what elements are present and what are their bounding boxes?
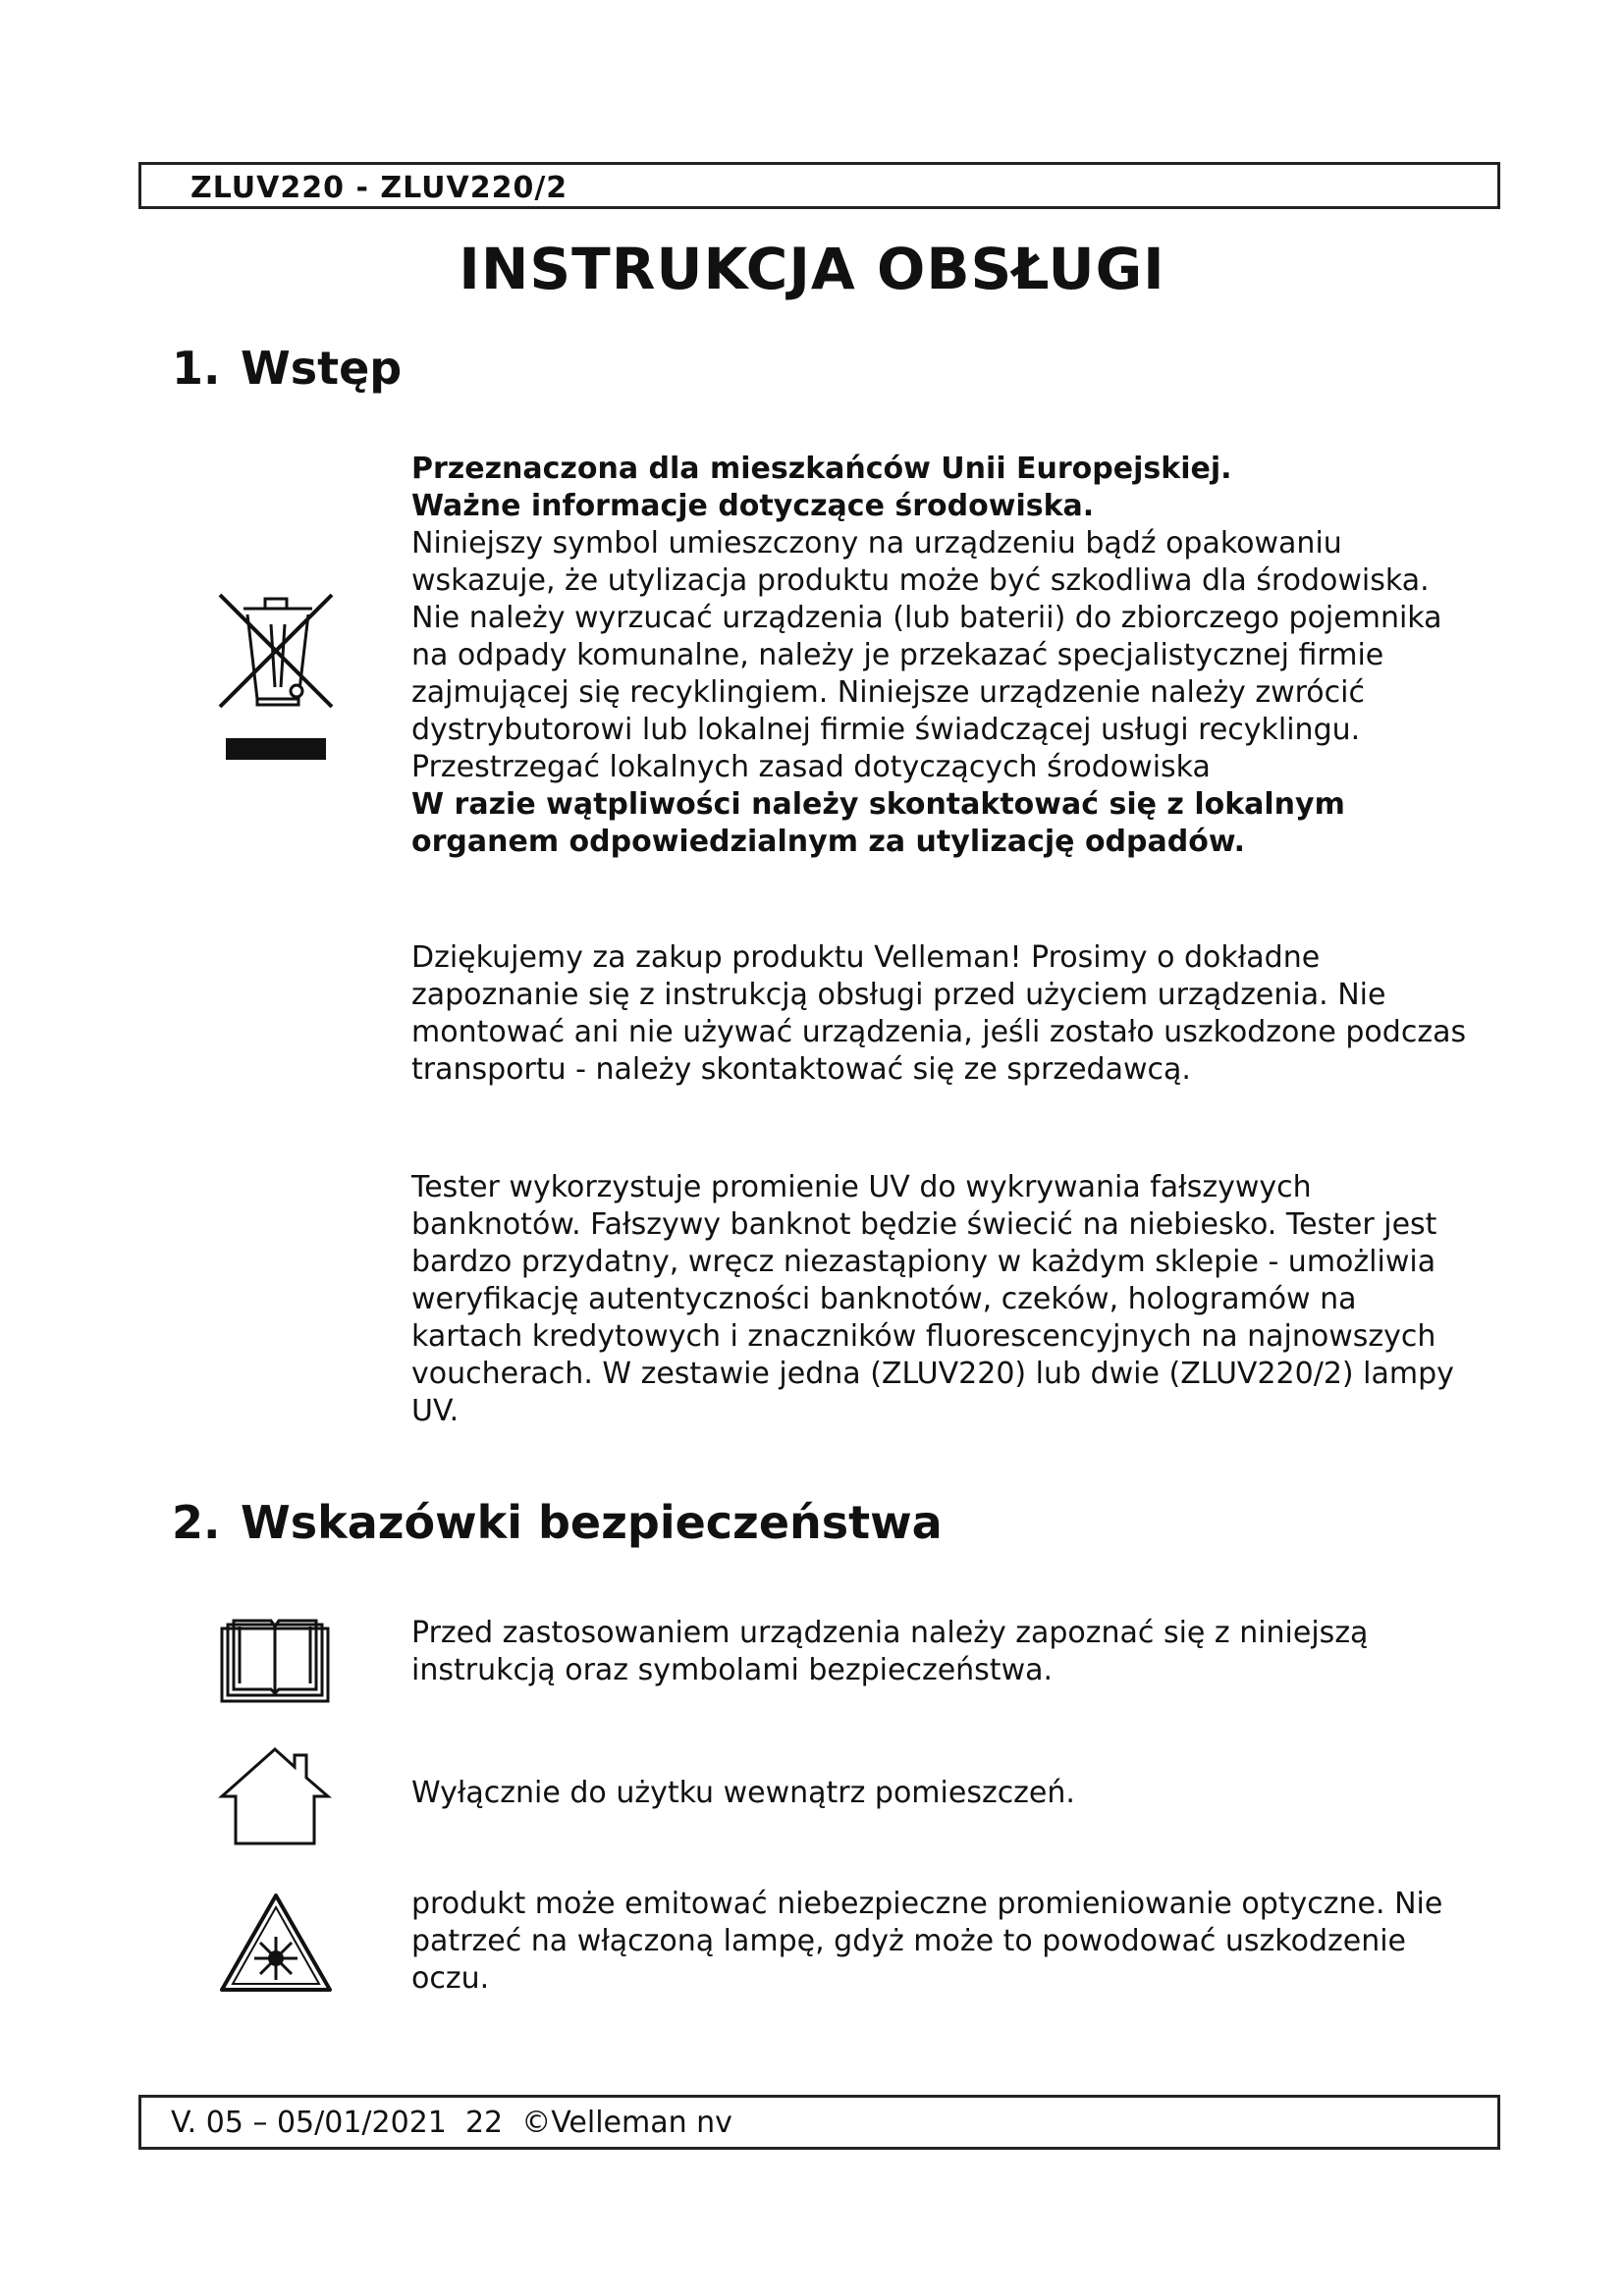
section-2-title: Wskazówki bezpieczeństwa — [241, 1496, 943, 1549]
house-icon — [216, 1745, 334, 1851]
eu-notice — [411, 451, 1472, 861]
footer-line — [171, 2106, 732, 2140]
footer-copyright: ©Velleman nv — [521, 2106, 732, 2140]
safety-item-indoor — [411, 1775, 1472, 1812]
safety-item-manual-text: Przed zastosowaniem urządzenia należy zapoznać się z niniejszą instrukcją oraz symbolami bezpieczeństwa. — [411, 1616, 1369, 1687]
header-box — [138, 162, 1500, 209]
safety-item-manual — [411, 1615, 1472, 1689]
eu-notice-body: Niniejszy symbol umieszczony na urządzeniu bądź opakowaniu wskazuje, że utylizacja produktu może być szkodliwa dla środowiska. Nie należy wyrzucać urządzenia (lub baterii) do zbiorczego pojemnika na odpady komunalne, należy je przekazać specjalistycznej firmie zajmującej się recyklingiem. Niniejsze urządzenie należy zwrócić dystrybutorowi lub lokalnej firmie świadczącej usługi recyklingu. Przestrzegać lokalnych zasad dotyczących środowiska — [411, 526, 1442, 784]
manual-book-icon — [218, 1615, 332, 1709]
thanks-paragraph — [411, 939, 1472, 1089]
safety-item-optical-text: produkt może emitować niebezpieczne promieniowanie optyczne. Nie patrzeć na włączoną lampę, gdyż może to powodować uszkodzenie oczu. — [411, 1887, 1443, 1996]
description-paragraph — [411, 1169, 1472, 1430]
footer-box — [138, 2095, 1500, 2150]
section-2-heading — [172, 1496, 943, 1549]
eu-notice-intro-1: Przeznaczona dla mieszkańców Unii Europejskiej. — [411, 452, 1232, 486]
eu-notice-intro-2: Ważne informacje dotyczące środowiska. — [411, 489, 1095, 523]
section-1-heading — [172, 342, 402, 395]
thanks-text: Dziękujemy za zakup produktu Velleman! Prosimy o dokładne zapoznanie się z instrukcją obsługi przed użyciem urządzenia. Nie montować ani nie używać urządzenia, jeśli zostało uszkodzone podczas transportu - należy skontaktować się ze sprzedawcą. — [411, 940, 1467, 1087]
footer-version: V. 05 – 05/01/2021 — [171, 2106, 447, 2140]
footer-page-number: 22 — [464, 2106, 504, 2140]
optical-radiation-warning-icon — [216, 1890, 336, 2002]
section-1-number: 1. — [172, 342, 221, 395]
crossed-out-wheelie-bin-icon — [214, 589, 338, 772]
safety-item-optical — [411, 1886, 1472, 1998]
safety-item-indoor-text: Wyłącznie do użytku wewnątrz pomieszczeń. — [411, 1776, 1075, 1810]
eu-notice-outro: W razie wątpliwości należy skontaktować się z lokalnym organem odpowiedzialnym za utylizację odpadów. — [411, 787, 1345, 859]
header-model: ZLUV220 - ZLUV220/2 — [190, 171, 568, 205]
page-title: INSTRUKCJA OBSŁUGI — [459, 236, 1165, 302]
description-text: Tester wykorzystuje promienie UV do wykrywania fałszywych banknotów. Fałszywy banknot będzie świecić na niebiesko. Tester jest bardzo przydatny, wręcz niezastąpiony w każdym sklepie - umożliwia weryfikację autentyczności banknotów, czeków, hologramów na kartach kredytowych i znaczników fluorescencyjnych na najnowszych voucherach. W zestawie jedna (ZLUV220) lub dwie (ZLUV220/2) lampy UV. — [411, 1170, 1454, 1428]
section-2-number: 2. — [172, 1496, 221, 1549]
section-1-title: Wstęp — [241, 342, 403, 395]
